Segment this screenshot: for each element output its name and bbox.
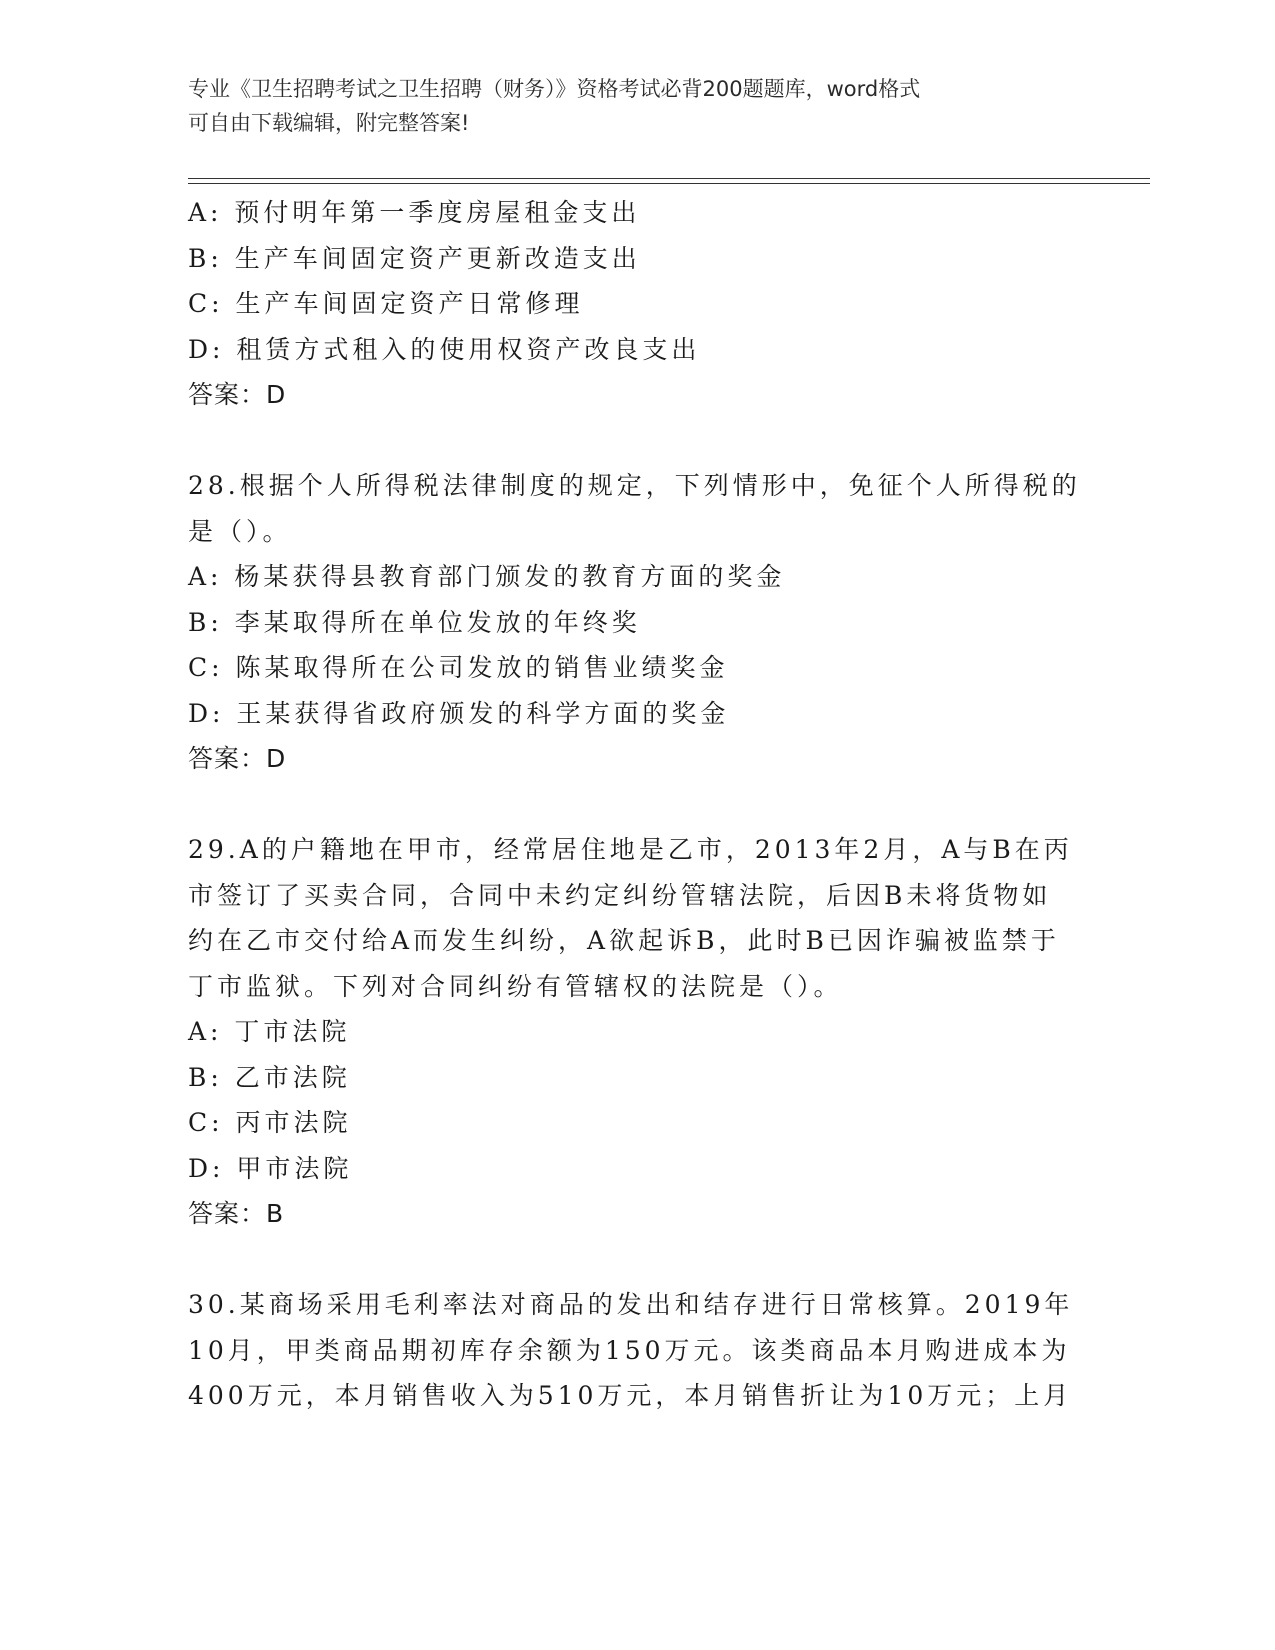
question-stem-line: 是（）。	[188, 516, 292, 546]
option-a: A: 杨某获得县教育部门颁发的教育方面的奖金	[188, 562, 786, 591]
option-b: B: 生产车间固定资产更新改造支出	[188, 243, 641, 273]
header-line-2: 可自由下载编辑，附完整答案!	[188, 111, 470, 135]
header-line-1: 专业《卫生招聘考试之卫生招聘（财务）》资格考试必背200题题库，word格式	[188, 77, 921, 101]
question-stem-line: 400万元，本月销售收入为510万元，本月销售折让为10万元；上月	[188, 1381, 1073, 1410]
option-d: D: 王某获得省政府颁发的科学方面的奖金	[188, 698, 730, 728]
document-header	[188, 72, 1088, 140]
option-b: B: 乙市法院	[188, 1062, 351, 1092]
spacer	[188, 782, 1088, 828]
question-28	[188, 463, 1088, 782]
question-stem-line: 丁市监狱。下列对合同纠纷有管辖权的法院是（）。	[188, 971, 843, 1001]
option-c: C: 生产车间固定资产日常修理	[188, 289, 584, 318]
question-stem-line: 30.某商场采用毛利率法对商品的发出和结存进行日常核算。2019年	[188, 1290, 1074, 1319]
question-29	[188, 827, 1088, 1237]
question-stem-line: 约在乙市交付给A而发生纠纷，A欲起诉B，此时B已因诈骗被监禁于	[188, 926, 1060, 955]
question-stem-line: 29.A的户籍地在甲市，经常居住地是乙市，2013年2月，A与B在丙	[188, 835, 1073, 864]
question-stem-line: 28.根据个人所得税法律制度的规定，下列情形中，免征个人所得税的	[188, 471, 1081, 500]
option-b: B: 李某取得所在单位发放的年终奖	[188, 607, 641, 637]
option-a: A: 丁市法院	[188, 1017, 351, 1046]
header-divider-top	[188, 178, 1150, 179]
answer: 答案：D	[188, 744, 287, 773]
spacer	[188, 1237, 1088, 1283]
option-d: D: 甲市法院	[188, 1153, 353, 1183]
question-stem-line: 市签订了买卖合同，合同中未约定纠纷管辖法院，后因B未将货物如	[188, 880, 1052, 910]
question-27	[188, 190, 1088, 418]
question-30	[188, 1282, 1088, 1419]
question-list	[188, 190, 1088, 1419]
spacer	[188, 418, 1088, 464]
option-a: A: 预付明年第一季度房屋租金支出	[188, 198, 641, 227]
question-stem-line: 10月，甲类商品期初库存余额为150万元。该类商品本月购进成本为	[188, 1335, 1071, 1365]
answer: 答案：D	[188, 380, 287, 409]
option-d: D: 租赁方式租入的使用权资产改良支出	[188, 334, 701, 364]
option-c: C: 丙市法院	[188, 1108, 352, 1137]
answer: 答案：B	[188, 1199, 285, 1228]
header-divider-bottom	[188, 183, 1150, 184]
option-c: C: 陈某取得所在公司发放的销售业绩奖金	[188, 653, 729, 682]
